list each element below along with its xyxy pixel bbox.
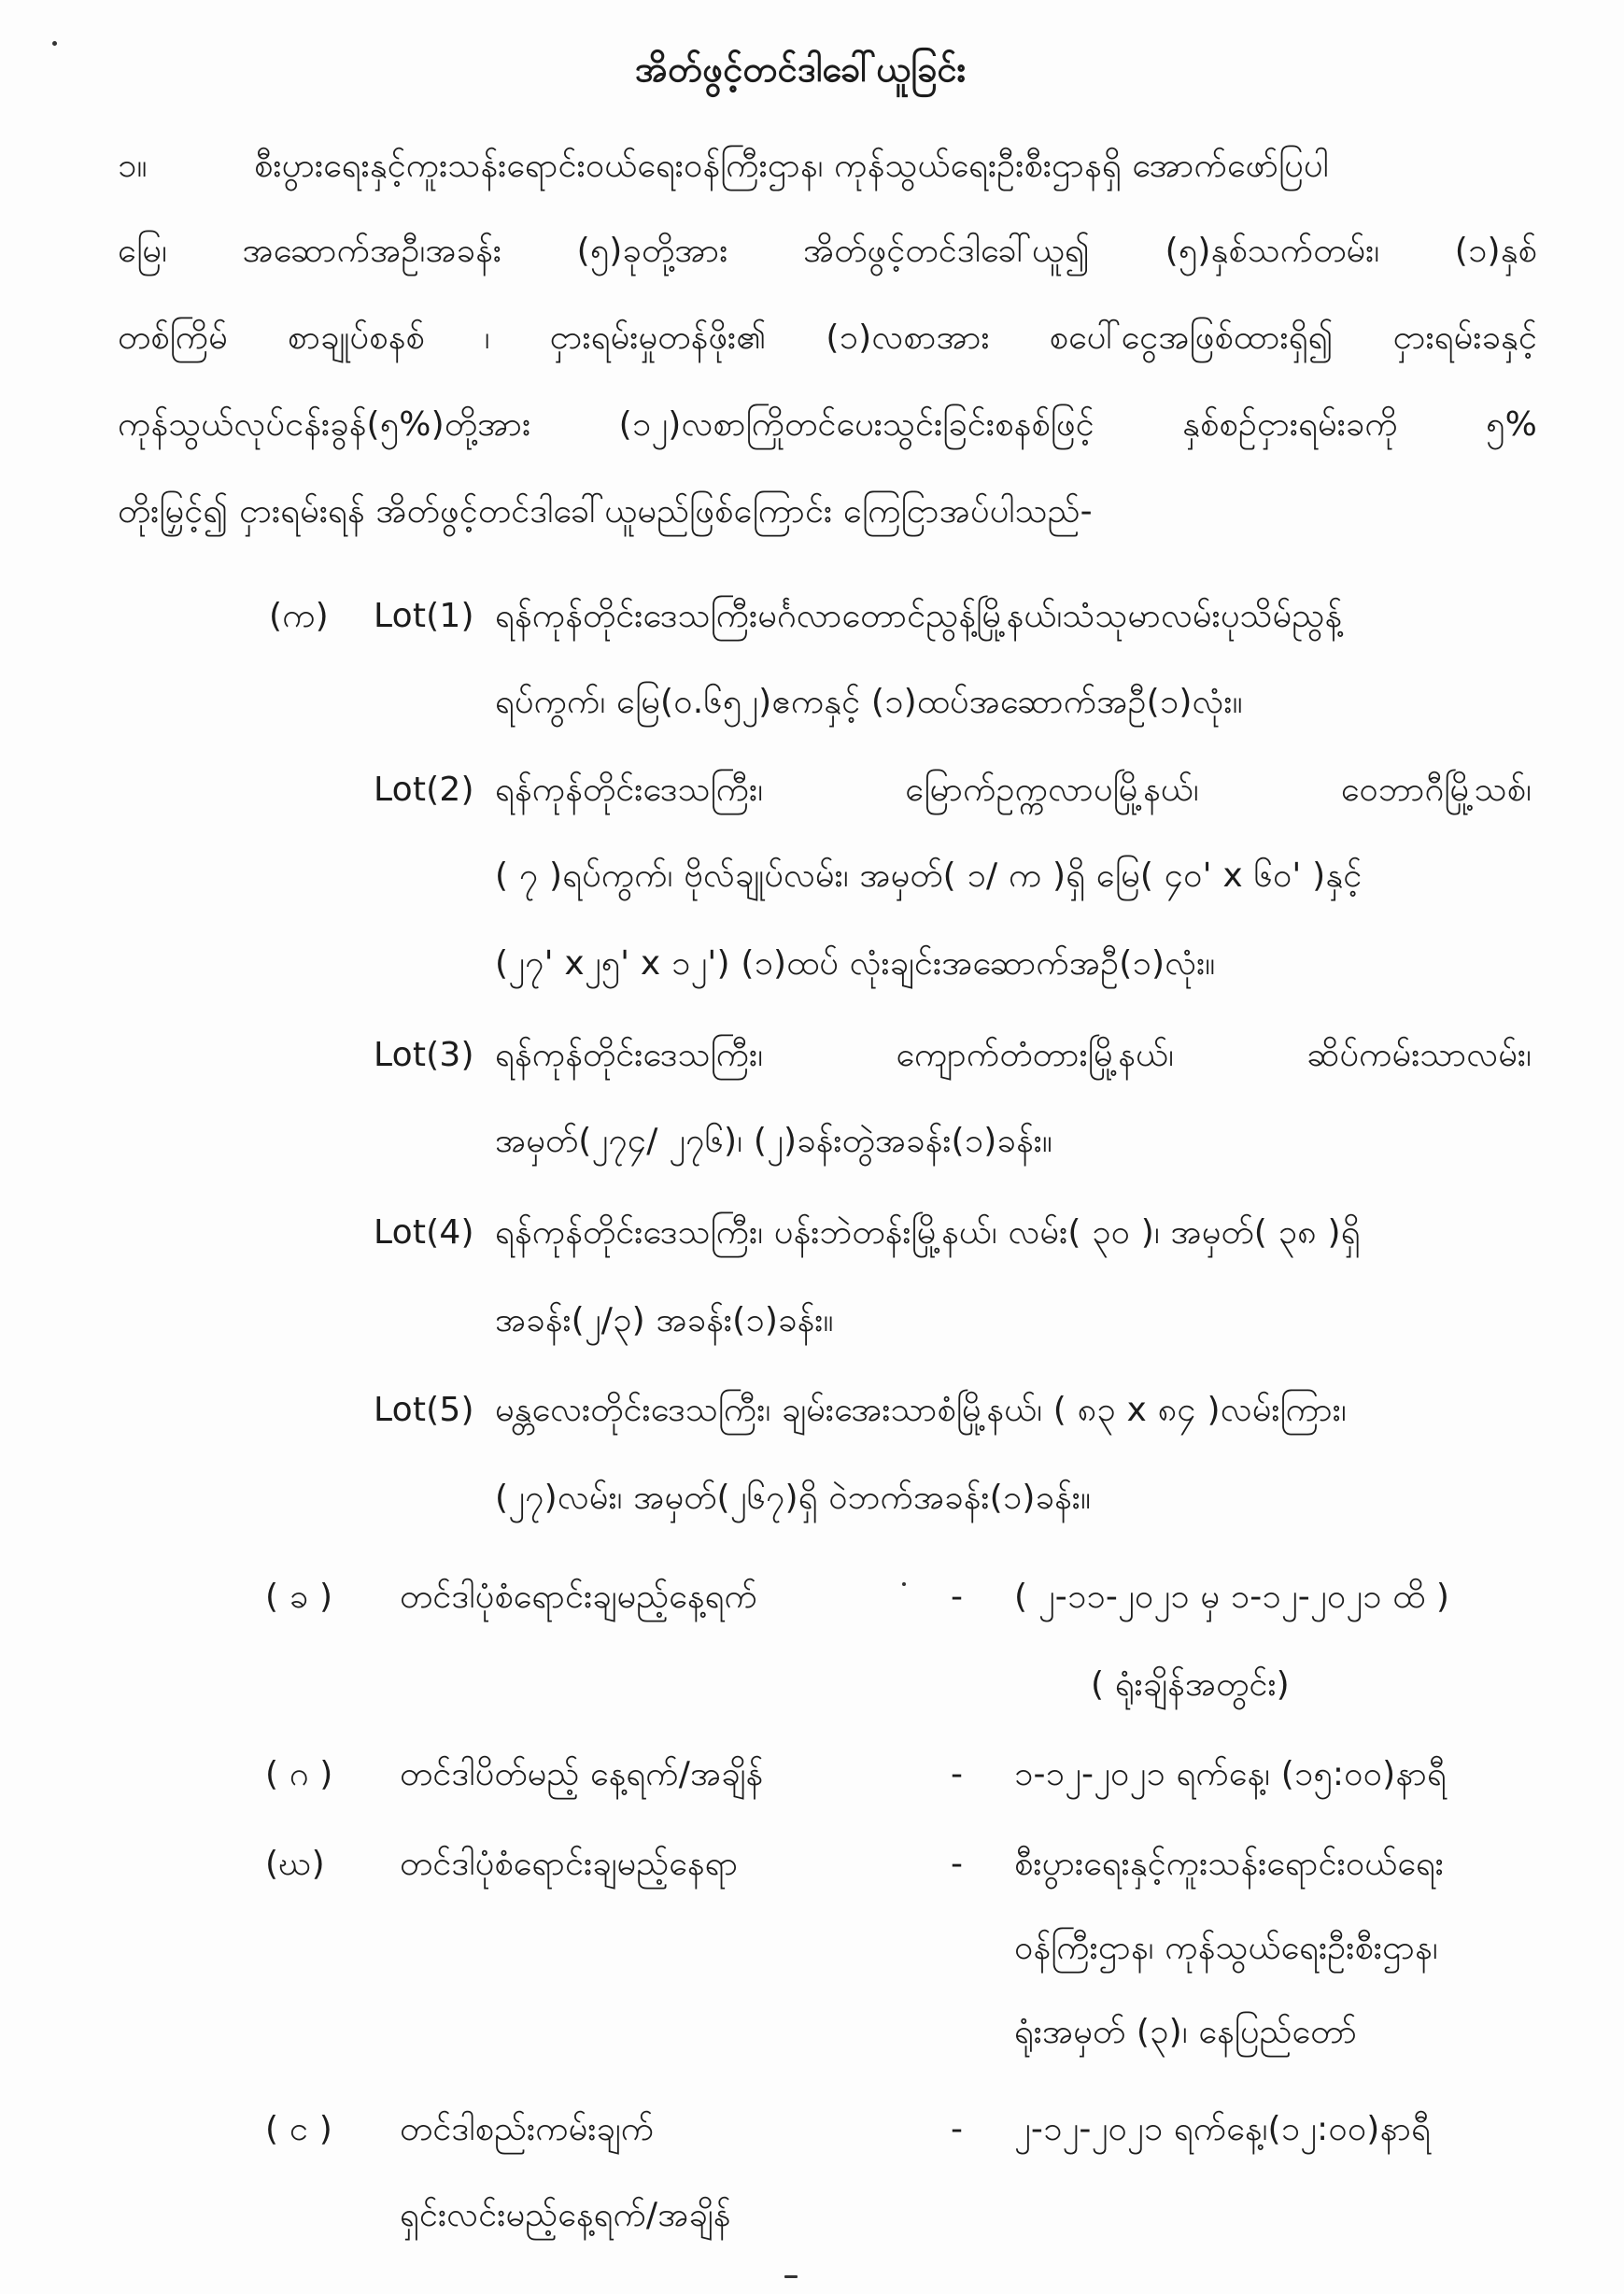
- lot-label: Lot(4): [374, 1213, 474, 1252]
- intro-line: တိုးမြှင့်၍ ငှားရမ်းရန် အိတ်ဖွင့်တင်ဒါခေါ်ယူမည်ဖြစ်ကြောင်း ကြေငြာအပ်ပါသည်-: [118, 492, 1093, 531]
- schedule-dash: -: [951, 1578, 964, 1616]
- schedule-item: တင်ဒါစည်းကမ်းချက်: [400, 2110, 655, 2148]
- lot-label: Lot(1): [374, 597, 474, 635]
- section-label: (က): [269, 597, 329, 635]
- lot-line: (၂၇' x၂၅' x ၁၂') (၁)ထပ် လုံးချင်းအဆောက်အဦ(၁)လုံး။: [495, 944, 1216, 983]
- schedule-item: တင်ဒါပုံစံရောင်းချမည့်နေ့ရက်: [400, 1578, 757, 1616]
- lot-label: Lot(2): [374, 771, 474, 809]
- intro-line: မြေ၊ အဆောက်အဦ၊အခန်း (၅)ခုတို့အား အိတ်ဖွင့်တင်ဒါခေါ်ယူ၍ (၅)နှစ်သက်တမ်း၊ (၁)နှစ်: [118, 232, 1537, 270]
- lot-label: Lot(5): [374, 1391, 474, 1429]
- lot-line: ရန်ကုန်တိုင်းဒေသကြီးမင်္ဂလာတောင်ညွန့်မြို့နယ်၊သံသုမာလမ်းပုသိမ်ညွန့်: [495, 597, 1343, 635]
- schedule-dash: -: [951, 1845, 964, 1883]
- schedule-label: ( ခ ): [265, 1578, 333, 1616]
- schedule-label: (ဃ): [265, 1845, 325, 1883]
- lot-line: ( ၇ )ရပ်ကွက်၊ ဗိုလ်ချုပ်လမ်း၊ အမှတ်( ၁/ က )ရှိ မြေ( ၄၀' x ၆၀' )နှင့်: [495, 857, 1363, 895]
- lot-line: အမှတ်(၂၇၄/ ၂၇၆)၊ (၂)ခန်းတွဲအခန်း(၁)ခန်း။: [495, 1122, 1053, 1160]
- intro-line: စီးပွားရေးနှင့်ကူးသန်းရောင်းဝယ်ရေးဝန်ကြီးဌာန၊ ကုန်သွယ်ရေးဦးစီးဌာနရှိ အောက်ဖော်ပြပါ: [254, 147, 1329, 185]
- intro-line: ကုန်သွယ်လုပ်ငန်းခွန်(၅%)တို့အား (၁၂)လစာကြိုတင်ပေးသွင်းခြင်းစနစ်ဖြင့် နှစ်စဉ်ငှားရမ်းခကို ၅%: [118, 405, 1537, 444]
- schedule-value: ၂-၁၂-၂၀၂၁ ရက်နေ့၊(၁၂:၀၀)နာရီ: [1014, 2110, 1432, 2148]
- schedule-item: တင်ဒါပုံစံရောင်းချမည့်နေရာ: [400, 1845, 739, 1883]
- lot-line: မန္တလေးတိုင်းဒေသကြီး၊ ချမ်းအေးသာစံမြို့နယ်၊ ( ၈၃ x ၈၄ )လမ်းကြား၊: [495, 1391, 1347, 1429]
- schedule-label: ( င ): [265, 2110, 332, 2148]
- lot-label: Lot(3): [374, 1036, 474, 1074]
- page-title: အိတ်ဖွင့်တင်ဒါခေါ်ယူခြင်း: [635, 49, 967, 90]
- schedule-dash: -: [951, 1755, 964, 1793]
- schedule-label: ( ဂ ): [265, 1755, 333, 1793]
- schedule-value: ရုံးအမှတ် (၃)၊ နေပြည်တော်: [1014, 2013, 1358, 2051]
- schedule-value: ( ၂-၁၁-၂၀၂၁ မှ ၁-၁၂-၂၀၂၁ ထိ ): [1014, 1578, 1450, 1616]
- scan-speck: [784, 2275, 798, 2278]
- scan-speck: [52, 41, 57, 46]
- schedule-item: ရှင်းလင်းမည့်နေ့ရက်/အချိန်: [400, 2196, 731, 2234]
- schedule-dash: -: [951, 2110, 964, 2148]
- paragraph-number: ၁။: [118, 147, 148, 185]
- lot-line: (၂၇)လမ်း၊ အမှတ်(၂၆၇)ရှိ ဝဲဘက်အခန်း(၁)ခန်း။: [495, 1479, 1092, 1517]
- scan-speck: [902, 1582, 906, 1586]
- lot-line: အခန်း(၂/၃) အခန်း(၁)ခန်း။: [495, 1301, 834, 1339]
- schedule-value: ( ရုံးချိန်အတွင်း): [1091, 1665, 1290, 1704]
- schedule-value: ဝန်ကြီးဌာန၊ ကုန်သွယ်ရေးဦးစီးဌာန၊: [1014, 1929, 1438, 1967]
- schedule-item: တင်ဒါပိတ်မည့် နေ့ရက်/အချိန်: [400, 1755, 764, 1793]
- lot-line: ရန်ကုန်တိုင်းဒေသကြီး၊ ပန်းဘဲတန်းမြို့နယ်၊ လမ်း( ၃၀ )၊ အမှတ်( ၃၈ )ရှိ: [495, 1213, 1361, 1252]
- lot-line: ရန်ကုန်တိုင်းဒေသကြီး၊ မြောက်ဥက္ကလာပမြို့နယ်၊ ဝေဘာဂီမြို့သစ်၊: [495, 771, 1532, 809]
- schedule-value: ၁-၁၂-၂၀၂၁ ရက်နေ့၊ (၁၅:၀၀)နာရီ: [1014, 1755, 1447, 1793]
- schedule-value: စီးပွားရေးနှင့်ကူးသန်းရောင်းဝယ်ရေး: [1014, 1845, 1444, 1883]
- lot-line: ရန်ကုန်တိုင်းဒေသကြီး၊ ကျောက်တံတားမြို့နယ်၊ ဆိပ်ကမ်းသာလမ်း၊: [495, 1036, 1532, 1074]
- intro-line: တစ်ကြိမ် စာချုပ်စနစ် ၊ ငှားရမ်းမှုတန်ဖိုး၏ (၁)လစာအား စပေါ်ငွေအဖြစ်ထားရှိ၍ ငှားရမ်းခနှင့်: [118, 319, 1537, 357]
- lot-line: ရပ်ကွက်၊ မြေ(၀.၆၅၂)ဧကနှင့် (၁)ထပ်အဆောက်အဦ(၁)လုံး။: [495, 683, 1243, 721]
